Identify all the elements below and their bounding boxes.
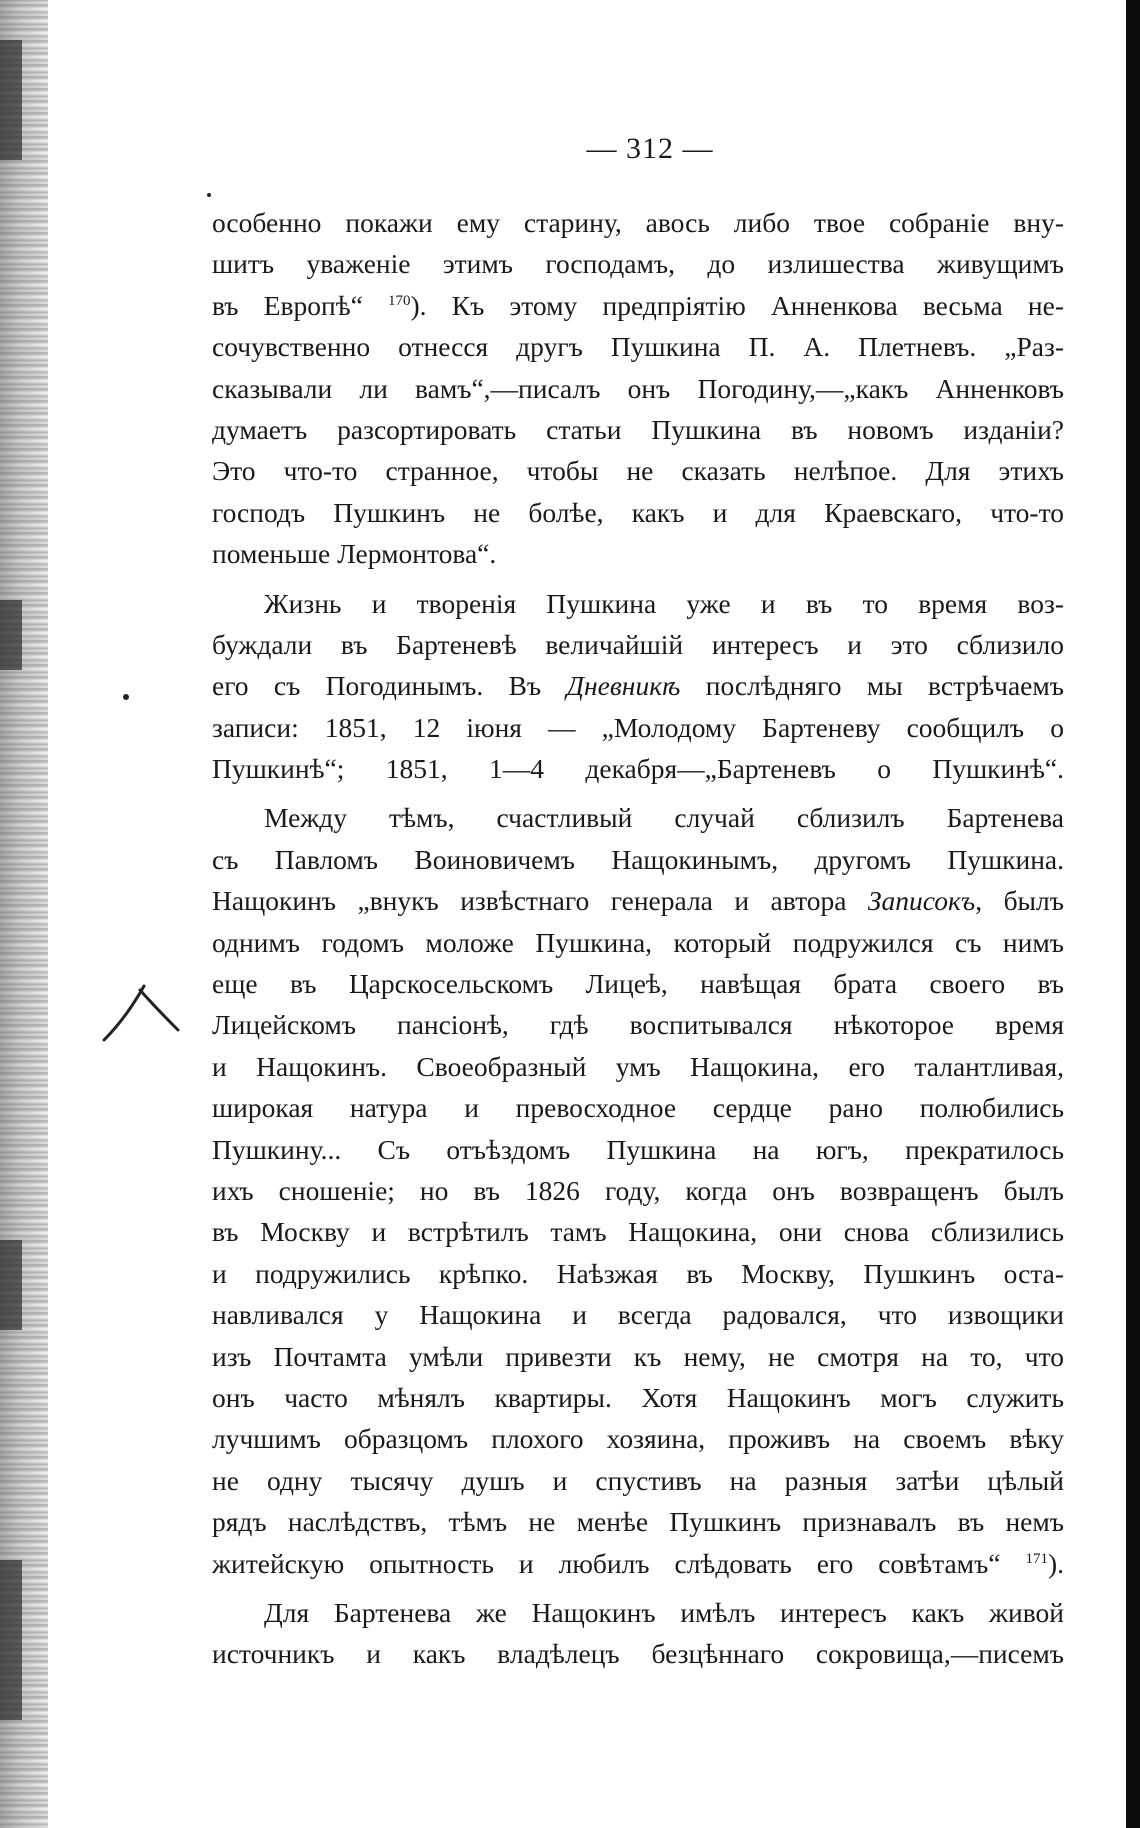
italic-title: Дневникѣ bbox=[566, 670, 681, 702]
text-run: особенно покажи ему старину, авось либо твое собраніе вну- bbox=[212, 207, 1064, 238]
text-line bbox=[212, 1170, 1064, 1211]
paragraph bbox=[212, 202, 1064, 575]
paragraph bbox=[212, 1592, 1064, 1675]
text-line bbox=[212, 1129, 1064, 1170]
text-line bbox=[212, 707, 1064, 748]
text-line bbox=[212, 533, 1064, 574]
text-line bbox=[212, 839, 1064, 880]
scan-edge-shadow bbox=[0, 1240, 22, 1330]
text-line bbox=[212, 665, 1064, 706]
italic-title: Записокъ bbox=[867, 885, 976, 917]
text-run: шитъ уваженіе этимъ господамъ, до излишества живущимъ bbox=[212, 248, 1064, 280]
text-run: Пушкину... Съ отъѣздомъ Пушкина на югъ, прекратилось bbox=[212, 1133, 1064, 1165]
text-run: господъ Пушкинъ не болѣе, какъ и для Краевскаго, что-то bbox=[212, 496, 1064, 528]
text-line bbox=[212, 326, 1064, 367]
text-run: записи: 1851, 12 іюня — „Молодому Бартеневу сообщилъ о bbox=[212, 711, 1064, 743]
page-right-edge bbox=[1126, 0, 1140, 1828]
text-run: Жизнь и творенія Пушкина уже и въ то время воз- bbox=[264, 587, 1064, 619]
text-run: широкая натура и превосходное сердце рано полюбились bbox=[212, 1092, 1064, 1124]
text-run: , былъ bbox=[975, 885, 1064, 917]
text-line bbox=[212, 1294, 1064, 1335]
text-run: и подружились крѣпко. Наѣзжая въ Москву, Пушкинъ оста- bbox=[212, 1257, 1064, 1289]
paragraph-gap bbox=[212, 575, 1064, 583]
text-line bbox=[212, 748, 1064, 789]
text-line bbox=[212, 285, 1064, 326]
text-line bbox=[212, 1592, 1064, 1633]
text-run: Между тѣмъ, счастливый случай сблизилъ Бартенева bbox=[264, 802, 1064, 834]
text-line bbox=[212, 409, 1064, 450]
paragraph bbox=[212, 583, 1064, 790]
text-line bbox=[212, 1377, 1064, 1418]
text-line bbox=[212, 1460, 1064, 1501]
text-line bbox=[212, 243, 1064, 284]
text-line bbox=[212, 797, 1064, 838]
text-run: ихъ сношеніе; но въ 1826 году, когда онъ возвращенъ былъ bbox=[212, 1174, 1064, 1206]
text-line bbox=[212, 1087, 1064, 1128]
text-run: въ Москву и встрѣтилъ тамъ Нащокина, они снова сблизились bbox=[212, 1216, 1064, 1248]
text-run: лучшимъ образцомъ плохого хозяина, проживъ на своемъ вѣку bbox=[212, 1423, 1064, 1455]
text-run: рядъ наслѣдствъ, тѣмъ не менѣе Пушкинъ признавалъ въ немъ bbox=[212, 1506, 1064, 1538]
text-line bbox=[212, 1418, 1064, 1459]
text-run: изъ Почтамта умѣли привезти къ нему, не смотря на то, что bbox=[212, 1340, 1064, 1372]
text-run: Лицейскомъ пансіонѣ, гдѣ воспитывался нѣкоторое время bbox=[212, 1009, 1064, 1041]
text-line bbox=[212, 1211, 1064, 1252]
text-run: ). bbox=[1047, 1547, 1064, 1579]
text-line bbox=[212, 624, 1064, 665]
scan-edge-noise bbox=[0, 0, 48, 1828]
body-text bbox=[212, 202, 1064, 1675]
text-line bbox=[212, 1633, 1064, 1674]
text-run: житейскую опытность и любилъ слѣдовать его совѣтамъ“ bbox=[212, 1547, 1026, 1579]
text-run: онъ часто мѣнялъ квартиры. Хотя Нащокинъ могъ служить bbox=[212, 1381, 1064, 1413]
text-run: послѣдняго мы встрѣчаемъ bbox=[680, 670, 1064, 702]
text-line bbox=[212, 450, 1064, 491]
text-line bbox=[212, 1046, 1064, 1087]
ink-speck bbox=[207, 193, 211, 197]
text-run: Пушкинѣ“; 1851, 1—4 декабря—„Бартеневъ о Пушкинѣ“. bbox=[212, 753, 1064, 785]
text-run: сказывали ли вамъ“,—писалъ онъ Погодину,—„какъ Анненковъ bbox=[212, 372, 1064, 404]
text-line bbox=[212, 202, 1064, 243]
paragraph bbox=[212, 797, 1064, 1583]
margin-pencil-mark bbox=[96, 968, 186, 1058]
text-run: буждали въ Бартеневѣ величайшій интересъ и это сблизило bbox=[212, 628, 1064, 660]
paragraph-gap bbox=[212, 1584, 1064, 1592]
ink-speck bbox=[123, 694, 129, 700]
text-line bbox=[212, 368, 1064, 409]
text-run: поменьше Лермонтова“. bbox=[212, 538, 497, 570]
text-run: Нащокинъ „внукъ извѣстнаго генерала и автора bbox=[212, 885, 868, 917]
text-run: и Нащокинъ. Своеобразный умъ Нащокина, его талантливая, bbox=[212, 1050, 1064, 1082]
text-run: съ Павломъ Воиновичемъ Нащокинымъ, другомъ Пушкина. bbox=[212, 843, 1064, 875]
text-run: не одну тысячу душъ и спустивъ на разныя затѣи цѣлый bbox=[212, 1464, 1064, 1496]
text-run: его съ Погодинымъ. Въ bbox=[212, 670, 567, 702]
text-run: еще въ Царскосельскомъ Лицеѣ, навѣщая брата своего въ bbox=[212, 968, 1064, 1000]
text-line bbox=[212, 922, 1064, 963]
text-line bbox=[212, 1253, 1064, 1294]
text-run: Для Бартенева же Нащокинъ имѣлъ интересъ какъ живой bbox=[264, 1596, 1064, 1628]
text-line bbox=[212, 1501, 1064, 1542]
text-run: ). Къ этому предпріятію Анненкова весьма не- bbox=[410, 289, 1064, 321]
text-line bbox=[212, 1543, 1064, 1584]
text-run: въ Европѣ“ bbox=[212, 289, 389, 321]
scan-edge-shadow bbox=[0, 600, 22, 670]
text-run: навливался у Нащокина и всегда радовался, что извощики bbox=[212, 1299, 1064, 1331]
page-number: — 312 — bbox=[586, 132, 714, 165]
text-run: источникъ и какъ владѣлецъ безцѣннаго сокровища,—писемъ bbox=[212, 1638, 1064, 1670]
text-run: Это что-то странное, чтобы не сказать нелѣпое. Для этихъ bbox=[212, 455, 1064, 487]
text-run: думаетъ разсортировать статьи Пушкина въ новомъ изданіи? bbox=[212, 413, 1064, 445]
text-line bbox=[212, 880, 1064, 921]
text-line bbox=[212, 963, 1064, 1004]
paragraph-gap bbox=[212, 789, 1064, 797]
text-line bbox=[212, 1336, 1064, 1377]
text-run: сочувственно отнесся другъ Пушкина П. А. Плетневъ. „Раз- bbox=[212, 331, 1064, 363]
text-run: однимъ годомъ моложе Пушкина, который подружился съ нимъ bbox=[212, 926, 1064, 958]
footnote-ref: 171 bbox=[1025, 1550, 1048, 1567]
text-line bbox=[212, 492, 1064, 533]
footnote-ref: 170 bbox=[388, 292, 411, 309]
text-line bbox=[212, 583, 1064, 624]
scan-edge-shadow bbox=[0, 1560, 22, 1720]
text-line bbox=[212, 1004, 1064, 1045]
